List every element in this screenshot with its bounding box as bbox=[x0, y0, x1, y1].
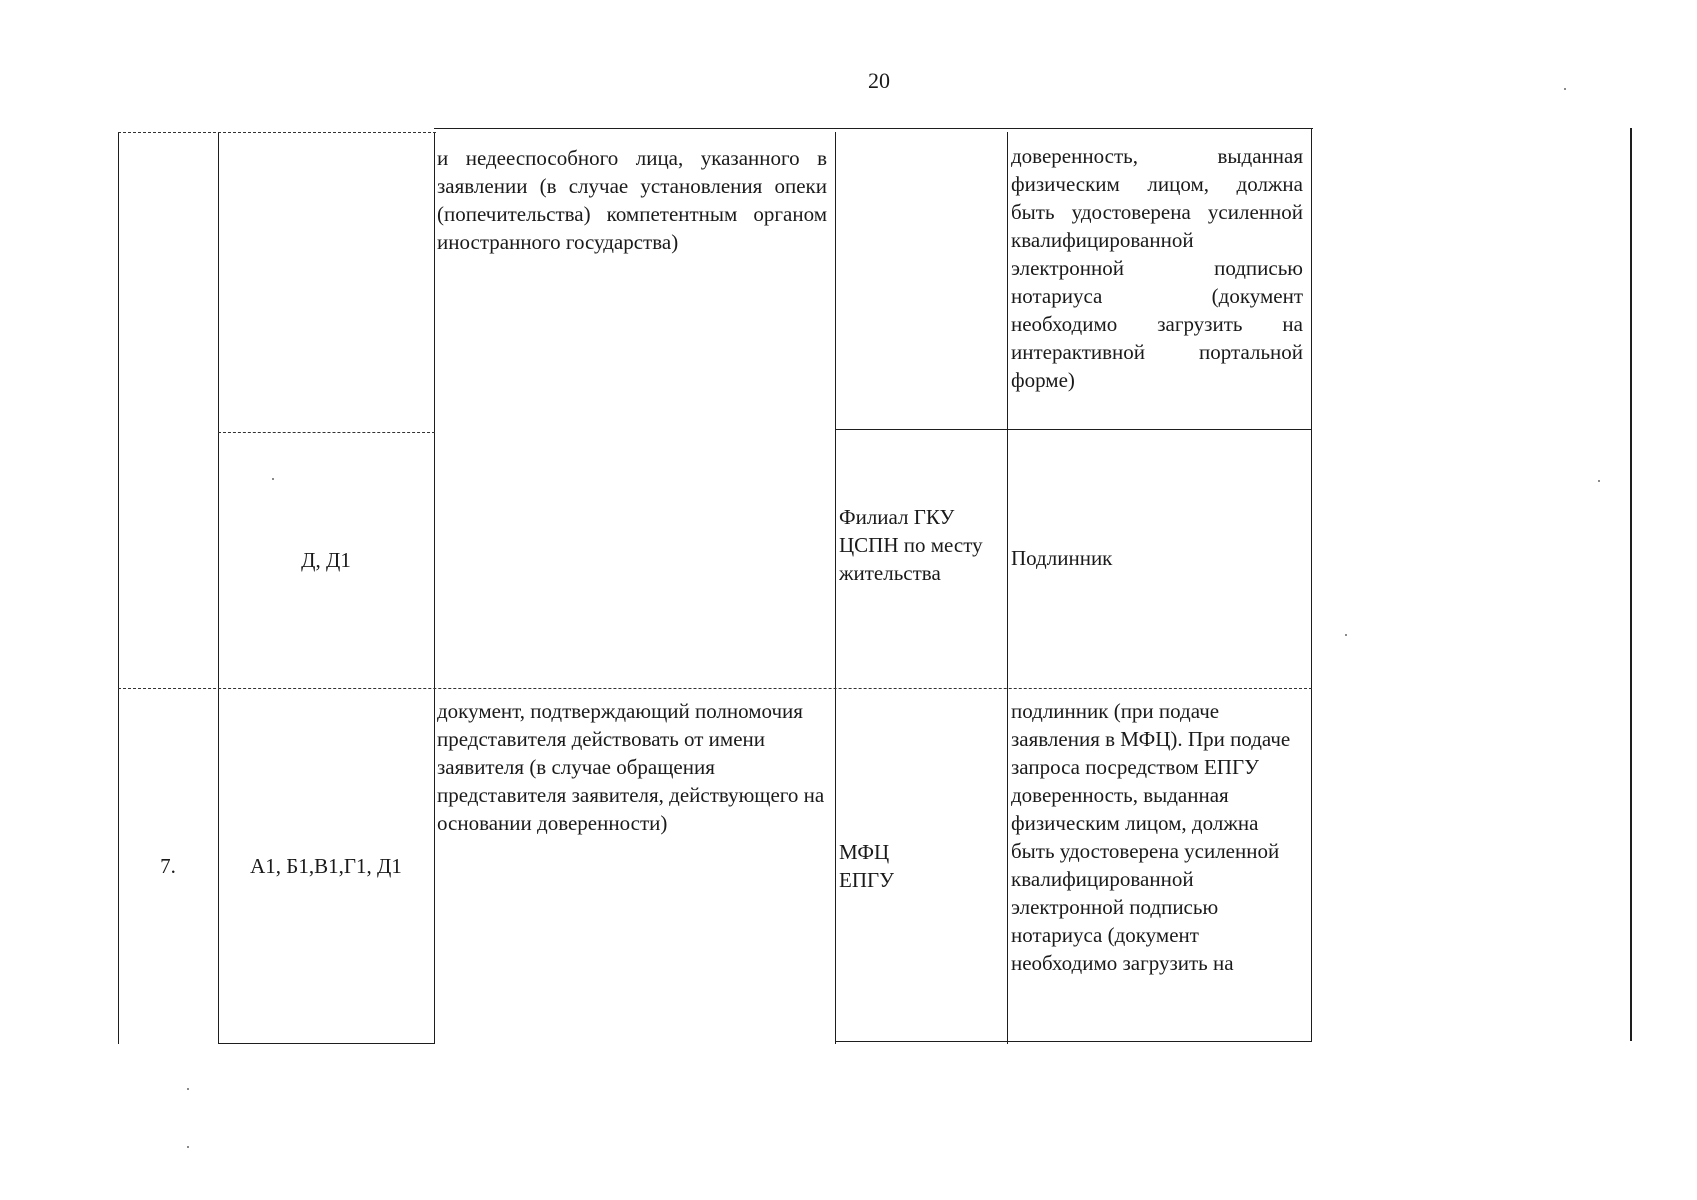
scan-speck bbox=[187, 1088, 189, 1090]
row-7-document-name: документ, подтверждающий полномочия представителя действовать от имени заявителя (в случае обращения представителя заявителя, действующего на основании доверенности) bbox=[437, 699, 825, 835]
page-number: 20 bbox=[868, 68, 890, 93]
scan-speck bbox=[272, 478, 274, 480]
scan-speck bbox=[187, 1146, 189, 1148]
scan-speck bbox=[1345, 634, 1347, 636]
cell-place-bottom: Филиал ГКУ ЦСПН по месту жительства bbox=[839, 505, 983, 585]
column-divider-2 bbox=[434, 132, 435, 1044]
cell-applicants-bottom: Д, Д1 bbox=[301, 548, 351, 572]
row-7-applicants: А1, Б1,В1,Г1, Д1 bbox=[250, 854, 402, 878]
column-divider-3 bbox=[835, 132, 836, 1044]
column-divider-5 bbox=[1311, 128, 1312, 1042]
scan-speck bbox=[1564, 88, 1566, 90]
column-divider-1 bbox=[218, 132, 219, 1044]
column-divider-4 bbox=[1007, 132, 1008, 1044]
table-border-top bbox=[118, 132, 436, 133]
row-7-place: МФЦ ЕПГУ bbox=[839, 840, 895, 892]
row-7-form: подлинник (при подаче заявления в МФЦ). При подаче запроса посредством ЕПГУ доверенность, выданная физическим лицом, должна быть удостоверена усиленной квалифицированной электронной подписью нотариуса (документ необходимо загрузить на bbox=[1011, 699, 1291, 975]
cell-applicants-top bbox=[220, 140, 432, 428]
cell-place-top bbox=[839, 140, 1003, 424]
table-border-left bbox=[118, 132, 119, 1044]
scan-speck bbox=[1598, 480, 1600, 482]
table-border-top-right bbox=[434, 128, 1313, 129]
page-edge-line bbox=[1630, 128, 1632, 1041]
cell-document-name-continued: и недееспособного лица, указанного в заявлении (в случае установления опеки (попечительства) компетентным органом иностранного государства) bbox=[437, 146, 827, 254]
table-border-bottom-applicants bbox=[218, 1043, 435, 1044]
cell-form-top: доверенность, выданная физическим лицом, должна быть удостоверена усиленной квалифицированной электронной подписью нотариуса (документ необходимо загрузить на интерактивной портальной форме) bbox=[1011, 144, 1303, 392]
cell-form-bottom: Подлинник bbox=[1011, 546, 1113, 570]
table-border-bottom-place-form bbox=[835, 1041, 1312, 1042]
row-divider-7 bbox=[118, 688, 1312, 689]
subrow-divider-applicants bbox=[218, 432, 435, 433]
subrow-divider-place-form bbox=[835, 429, 1312, 430]
row-number-7: 7. bbox=[160, 854, 176, 878]
